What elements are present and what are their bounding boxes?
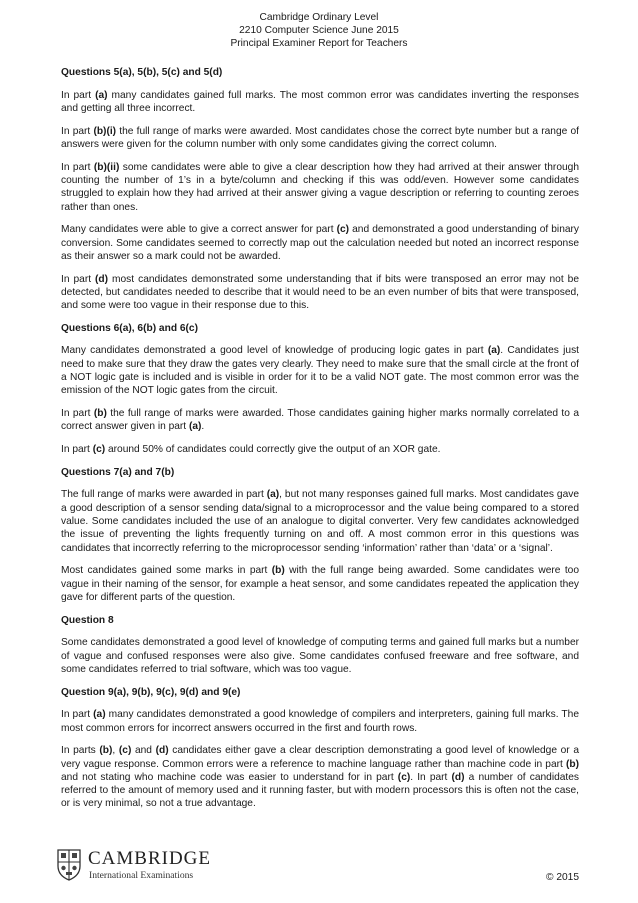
- text-run: Many candidates demonstrated a good level of knowledge of producing logic gates in part: [61, 345, 488, 357]
- part-reference: (d): [451, 771, 465, 783]
- body-paragraph: [61, 488, 579, 554]
- text-run: Some candidates demonstrated a good level of knowledge of computing terms and gained full marks but a number of vague and confused responses were also give. Some candidates confused freeware and free software, and some candidates referred to trial software, which was too vague.: [61, 637, 579, 675]
- text-run: .: [201, 421, 205, 433]
- logo-wordmark: CAMBRIDGE: [88, 848, 212, 869]
- header-line-2: 2210 Computer Science June 2015: [239, 25, 399, 37]
- part-reference: (d): [155, 745, 169, 757]
- part-reference: (a): [188, 421, 202, 433]
- body-paragraph: [61, 708, 579, 735]
- text-run: In part: [61, 444, 93, 456]
- header-line-3: Principal Examiner Report for Teachers: [230, 38, 408, 50]
- part-reference: (b)(ii): [93, 161, 120, 173]
- text-run: In part: [61, 89, 96, 101]
- part-reference: (b): [93, 408, 107, 420]
- text-run: In part: [61, 161, 94, 173]
- part-reference: (b): [271, 565, 285, 577]
- text-run: candidates either gave a clear description demonstrating a good level of knowledge or a very vague response. Common errors were a reference to machine language rather than machine code in part: [61, 745, 579, 770]
- section-heading: Questions 6(a), 6(b) and 6(c): [61, 322, 198, 334]
- text-run: In part: [61, 709, 94, 721]
- section-heading: Question 8: [61, 614, 114, 626]
- part-reference: (a): [93, 709, 106, 721]
- part-reference: (c): [92, 444, 106, 456]
- logo-subtitle: International Examinations: [89, 870, 194, 881]
- text-run: around 50% of candidates could correctly give the output of an XOR gate.: [105, 444, 441, 456]
- text-run: some candidates were able to give a clear description how they had arrived at their answer through counting the number of 1’s in a byte/column and checking if this was odd/even. However some candidates struggled to explain how they had arrived at their answer giving a vague description or referring to counting zeroes rather than ones.: [61, 161, 579, 213]
- part-reference: (a): [487, 345, 501, 357]
- text-run: and: [131, 745, 156, 757]
- text-run: with the full range being awarded. Some candidates were too vague in their naming of the sensor, for example a heat sensor, and some candidates repeated the application they gave for different parts of the question.: [61, 565, 579, 603]
- text-run: ,: [112, 745, 119, 757]
- part-reference: (c): [397, 771, 411, 783]
- body-paragraph: [61, 564, 579, 604]
- text-run: and demonstrated a good understanding of binary conversion. Some candidates seemed to correctly map out the calculation needed but noted an incorrect response as their answer so a mark could not be awarded.: [61, 224, 580, 262]
- body-paragraph: [61, 443, 579, 456]
- body-paragraph: [61, 223, 579, 263]
- text-run: In part: [61, 408, 94, 420]
- section-heading: Questions 5(a), 5(b), 5(c) and 5(d): [61, 67, 223, 78]
- body-paragraph: [61, 125, 579, 152]
- text-run: In part: [61, 125, 94, 137]
- part-reference: (b): [565, 758, 579, 770]
- text-run: the full range of marks were awarded. Those candidates gaining higher marks normally correlated to a correct answer given in part: [61, 408, 579, 433]
- crest-icon: [57, 849, 81, 881]
- body-paragraph: [61, 161, 579, 214]
- part-reference: (d): [95, 273, 109, 285]
- report-body: [61, 66, 579, 820]
- text-run: Most candidates gained some marks in part: [61, 565, 272, 577]
- cambridge-logo: [57, 849, 237, 889]
- text-run: The full range of marks were awarded in part: [61, 489, 267, 501]
- part-reference: (c): [336, 224, 350, 236]
- text-run: many candidates demonstrated a good knowledge of compilers and interpreters, gaining full marks. The most common errors for incorrect answers occurred in the first and fourth rows.: [61, 709, 579, 734]
- part-reference: (b)(i): [93, 125, 117, 137]
- body-paragraph: [61, 407, 579, 434]
- text-run: the full range of marks were awarded. Most candidates chose the correct byte number but a range of answers were given for the column number with only some candidates giving the correct column.: [61, 125, 579, 150]
- part-reference: (b): [99, 745, 113, 757]
- body-paragraph: [61, 636, 579, 676]
- copyright-notice: © 2015: [546, 872, 579, 883]
- text-run: , but not many responses gained full marks. Most candidates gave a good description of a sensor sending data/signal to a microprocessor and the value being compared to a stored value. Some candidates included the use of an analogue to digital converter. Very few candidates acknowledged the issue of preventing the lights frequently turning on and off. A most common error in this questions was candidates that incorrectly referring to the microprocessor sending ‘information’ rather than ‘data’ or a ‘signal’.: [61, 489, 579, 554]
- body-paragraph: [61, 89, 579, 116]
- part-reference: (a): [95, 89, 108, 101]
- section-heading: Question 9(a), 9(b), 9(c), 9(d) and 9(e): [61, 686, 241, 698]
- text-run: . Candidates just need to make sure that they draw the gates very clearly. They need to make sure that the small circle at the front of a NOT logic gate is included and is visible in order for it to be a valid NOT gate. The most common error was the emission of the NOT logic gates from the circuit.: [61, 345, 579, 397]
- section-heading: Questions 7(a) and 7(b): [61, 466, 175, 478]
- text-run: many candidates gained full marks. The most common error was candidates inverting the responses and getting all three incorrect.: [61, 89, 579, 114]
- body-paragraph: [61, 344, 579, 397]
- text-run: In part: [61, 273, 96, 285]
- body-paragraph: [61, 273, 579, 313]
- text-run: In parts: [61, 745, 100, 757]
- text-run: a number of candidates referred to the amount of memory used and it running faster, but with modern processors this is often not the case, or is very minimal, so not a true advantage.: [61, 771, 580, 810]
- text-run: . In part: [410, 771, 452, 783]
- body-paragraph: [61, 744, 579, 810]
- text-run: Many candidates were able to give a correct answer for part: [61, 224, 337, 236]
- text-run: and not stating who machine code was easier to understand for in part: [61, 771, 398, 783]
- page-header: [0, 11, 638, 51]
- part-reference: (a): [266, 489, 280, 501]
- part-reference: (c): [118, 745, 132, 757]
- text-run: most candidates demonstrated some understanding that if bits were transposed an error may not be detected, but candidates needed to describe that it would need to be an even number of bits that were transposed, and some were too vague in their response due to this.: [61, 273, 579, 312]
- header-line-1: Cambridge Ordinary Level: [259, 12, 379, 23]
